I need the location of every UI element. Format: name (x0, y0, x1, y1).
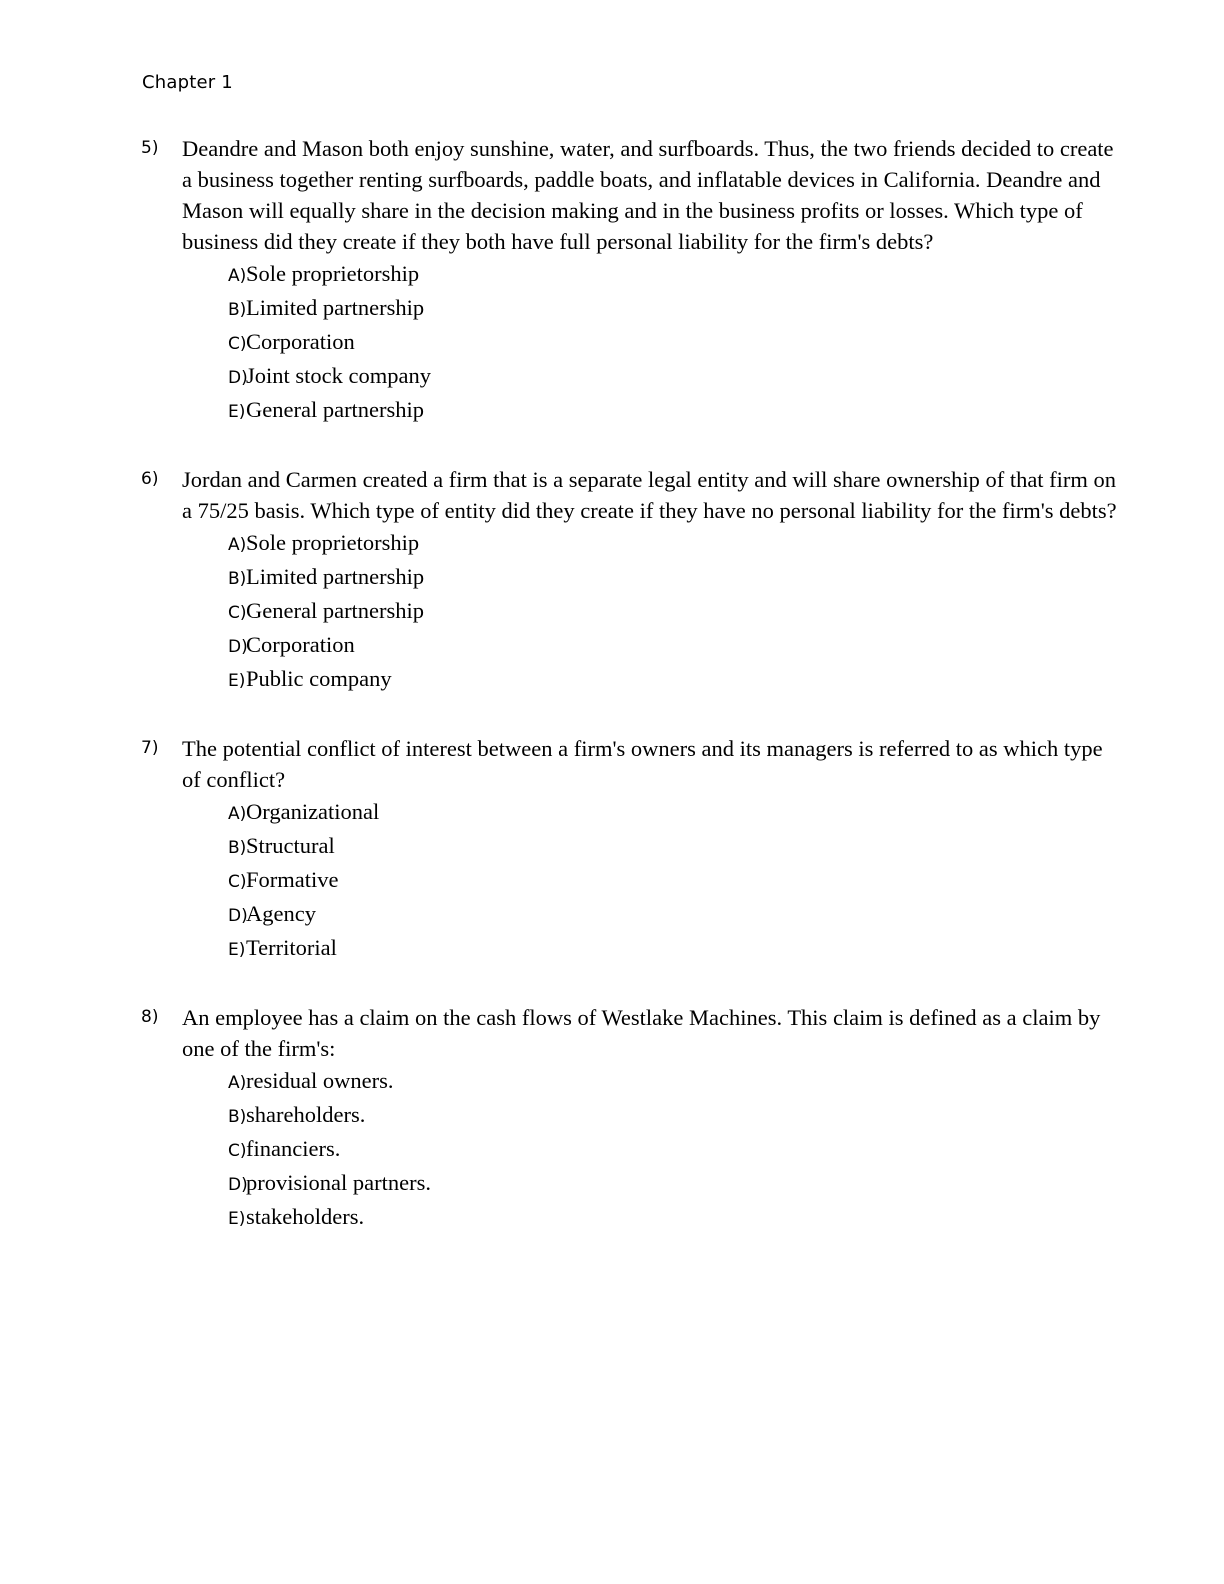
question-number: 6) (141, 469, 159, 489)
choice-option[interactable] (182, 1201, 1124, 1235)
choice-letter: E) (228, 671, 246, 691)
choice-text: General partnership (246, 598, 425, 623)
choice-option[interactable] (182, 864, 1124, 898)
choice-text: Territorial (246, 935, 337, 960)
page-header: Chapter 1 (142, 72, 233, 93)
choice-letter: D) (228, 1175, 248, 1195)
choice-text: Joint stock company (246, 363, 431, 388)
choice-letter: D) (228, 368, 248, 388)
choice-text: Organizational (246, 799, 380, 824)
choice-letter: A) (228, 804, 247, 824)
question-body (182, 133, 1124, 428)
question-stem: Jordan and Carmen created a firm that is a separate legal entity and will share ownership of that firm on a 75/25 basis. Which type of entity did they create if they have no personal liability for the firm's debts? (182, 467, 1117, 523)
choice-option[interactable] (182, 629, 1124, 663)
choice-text: Sole proprietorship (246, 530, 420, 555)
choice-list (182, 258, 1124, 428)
question-stem: Deandre and Mason both enjoy sunshine, water, and surfboards. Thus, the two friends decided to create a business together renting surfboards, paddle boats, and inflatable devices in California. Deandre and Mason will equally share in the decision making and in the business profits or losses. Which type of business did they create if they both have full personal liability for the firm's debts? (182, 136, 1114, 254)
choice-letter: E) (228, 402, 246, 422)
choice-text: Limited partnership (246, 564, 425, 589)
question-number: 7) (141, 738, 159, 758)
choice-list (182, 527, 1124, 697)
choice-option[interactable] (182, 1099, 1124, 1133)
choice-option[interactable] (182, 898, 1124, 932)
choice-letter: A) (228, 535, 247, 555)
choice-letter: B) (228, 300, 247, 320)
choice-text: Formative (246, 867, 339, 892)
choice-letter: E) (228, 1209, 246, 1229)
question-body (182, 1002, 1124, 1235)
choice-text: General partnership (246, 397, 425, 422)
choice-letter: D) (228, 637, 248, 657)
choice-letter: B) (228, 838, 247, 858)
choice-text: shareholders. (246, 1102, 366, 1127)
choice-letter: B) (228, 569, 247, 589)
question-number: 8) (141, 1007, 159, 1027)
choice-option[interactable] (182, 932, 1124, 966)
choice-option[interactable] (182, 663, 1124, 697)
choice-text: provisional partners. (246, 1170, 431, 1195)
choice-letter: D) (228, 906, 248, 926)
choice-option[interactable] (182, 1167, 1124, 1201)
choice-option[interactable] (182, 527, 1124, 561)
choice-option[interactable] (182, 360, 1124, 394)
choice-text: Structural (246, 833, 335, 858)
choice-list (182, 796, 1124, 966)
choice-text: Sole proprietorship (246, 261, 420, 286)
question-item (140, 1002, 1124, 1235)
question-body (182, 733, 1124, 966)
choice-letter: C) (228, 334, 247, 354)
question-stem: An employee has a claim on the cash flows of Westlake Machines. This claim is defined as a claim by one of the firm's: (182, 1005, 1101, 1061)
choice-option[interactable] (182, 830, 1124, 864)
choice-option[interactable] (182, 1065, 1124, 1099)
choice-letter: A) (228, 1073, 247, 1093)
choice-letter: A) (228, 266, 247, 286)
choice-text: Corporation (246, 329, 355, 354)
choice-text: financiers. (246, 1136, 341, 1161)
question-number: 5) (141, 138, 159, 158)
choice-text: Public company (246, 666, 392, 691)
question-item (140, 733, 1124, 966)
choice-option[interactable] (182, 326, 1124, 360)
choice-text: stakeholders. (246, 1204, 365, 1229)
question-stem: The potential conflict of interest between a firm's owners and its managers is referred to as which type of conflict? (182, 736, 1103, 792)
question-body (182, 464, 1124, 697)
choice-option[interactable] (182, 561, 1124, 595)
question-item (140, 133, 1124, 428)
choice-letter: C) (228, 1141, 247, 1161)
choice-text: Limited partnership (246, 295, 425, 320)
choice-letter: C) (228, 872, 247, 892)
choice-list (182, 1065, 1124, 1235)
choice-option[interactable] (182, 796, 1124, 830)
choice-text: Agency (246, 901, 316, 926)
choice-option[interactable] (182, 1133, 1124, 1167)
choice-letter: E) (228, 940, 246, 960)
choice-option[interactable] (182, 292, 1124, 326)
choice-option[interactable] (182, 258, 1124, 292)
choice-text: Corporation (246, 632, 355, 657)
choice-letter: C) (228, 603, 247, 623)
choice-text: residual owners. (246, 1068, 394, 1093)
choice-option[interactable] (182, 595, 1124, 629)
question-item (140, 464, 1124, 697)
choice-letter: B) (228, 1107, 247, 1127)
choice-option[interactable] (182, 394, 1124, 428)
